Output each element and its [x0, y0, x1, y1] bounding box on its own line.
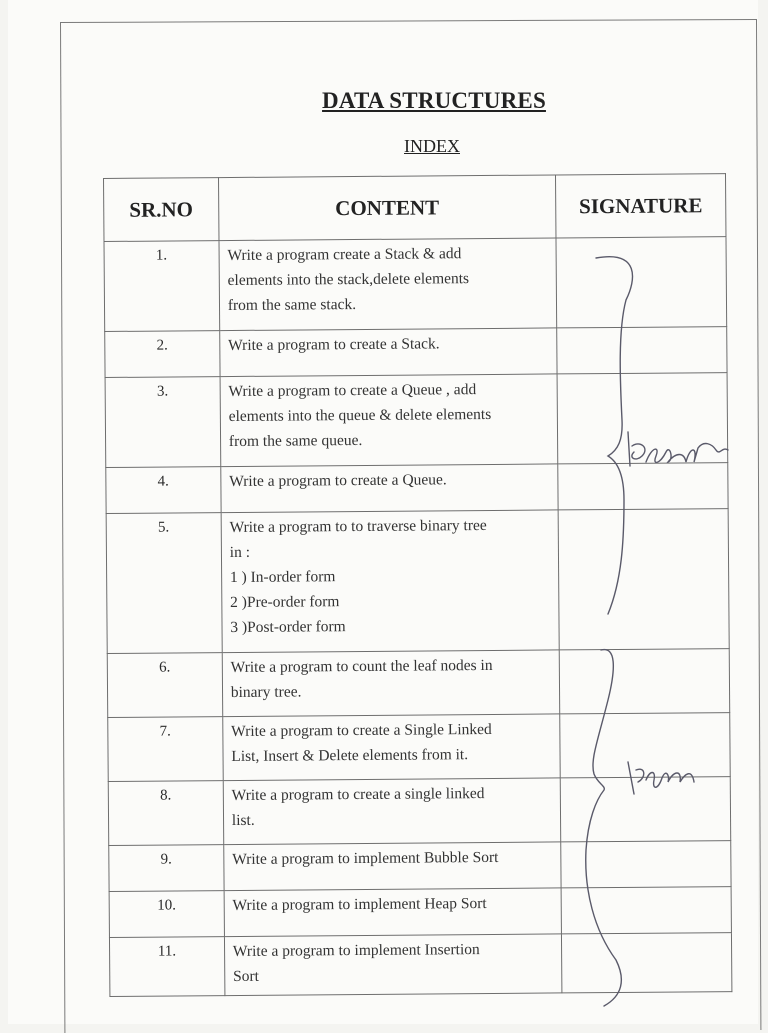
row-content: [223, 714, 561, 781]
row-sr-no: 3.: [105, 377, 221, 468]
row-content: [219, 328, 557, 377]
content-line: Write a program to implement Heap Sort: [232, 895, 487, 915]
table-row: [108, 713, 730, 782]
row-content: [224, 888, 562, 937]
row-sr-no: 5.: [106, 513, 222, 654]
table-row: [105, 373, 728, 468]
content-line: elements into the queue & delete elements: [228, 405, 492, 426]
row-sr-no: 6.: [107, 653, 222, 718]
table-row: [106, 463, 728, 514]
content-line: Write a program to implement Bubble Sort: [232, 848, 499, 869]
table-row: [105, 327, 727, 378]
row-sr-no: 7.: [108, 717, 223, 782]
content-line: List, Insert & Delete elements from it.: [231, 746, 469, 766]
index-heading: INDEX: [404, 136, 460, 156]
table-row: [104, 237, 727, 332]
row-signature: [556, 237, 727, 328]
content-line: Write a program to create a Stack.: [228, 335, 440, 355]
header-content: CONTENT: [218, 175, 556, 241]
row-sr-no: 9.: [109, 845, 224, 892]
row-signature: [560, 713, 730, 778]
content-line: Write a program to implement Insertion: [232, 941, 480, 961]
row-signature: [558, 509, 729, 650]
content-line: 3 )Post-order form: [230, 618, 346, 637]
row-signature: [557, 327, 727, 374]
content-line: Write a program to create a single linked: [231, 785, 485, 805]
row-sr-no: 8.: [108, 781, 223, 846]
table-row: [106, 509, 729, 654]
content-line: binary tree.: [230, 683, 302, 702]
row-content: [222, 650, 560, 717]
content-line: from the same stack.: [227, 296, 357, 315]
content-line: from the same queue.: [228, 431, 363, 451]
table-row: [109, 841, 731, 892]
header-row: [104, 174, 726, 242]
row-content: [221, 510, 559, 653]
content-line: Write a program to to traverse binary tree: [229, 516, 487, 537]
index-table: [103, 173, 732, 997]
header-sr-no: SR.NO: [104, 178, 219, 242]
row-sr-no: 11.: [109, 937, 224, 997]
row-sr-no: 2.: [105, 331, 220, 378]
table-row: [107, 649, 729, 718]
content-line: Write a program to create a Single Linked: [231, 720, 492, 741]
row-sr-no: 1.: [104, 241, 220, 332]
row-signature: [559, 649, 729, 714]
content-line: 2 )Pre-order form: [230, 593, 340, 612]
content-line: Write a program to count the leaf nodes in: [230, 656, 493, 677]
content-line: Sort: [233, 967, 259, 986]
row-signature: [560, 777, 730, 842]
row-sr-no: 4.: [106, 467, 221, 514]
row-signature: [558, 463, 728, 510]
row-content: [224, 842, 562, 891]
content-line: Write a program create a Stack & add: [227, 245, 462, 265]
content-line: 1 ) In-order form: [229, 568, 336, 587]
content-line: elements into the stack,delete elements: [227, 270, 470, 290]
row-signature: [562, 933, 732, 993]
row-sr-no: 10.: [109, 891, 224, 938]
row-content: [223, 778, 561, 845]
row-content: [220, 374, 558, 467]
row-content: [221, 464, 559, 513]
content-line: Write a program to create a Queue , add: [228, 381, 477, 401]
row-content: [224, 934, 562, 996]
row-signature: [561, 841, 731, 888]
header-signature: SIGNATURE: [556, 174, 726, 238]
content-line: list.: [231, 811, 255, 830]
table-row: [108, 777, 730, 846]
content-line: Write a program to create a Queue.: [229, 471, 447, 491]
table-row: [109, 933, 731, 997]
table-row: [109, 887, 731, 938]
row-signature: [557, 373, 728, 464]
row-signature: [561, 887, 731, 934]
content-line: in :: [229, 543, 251, 562]
document-title: DATA STRUCTURES: [322, 88, 546, 113]
row-content: [219, 238, 557, 331]
